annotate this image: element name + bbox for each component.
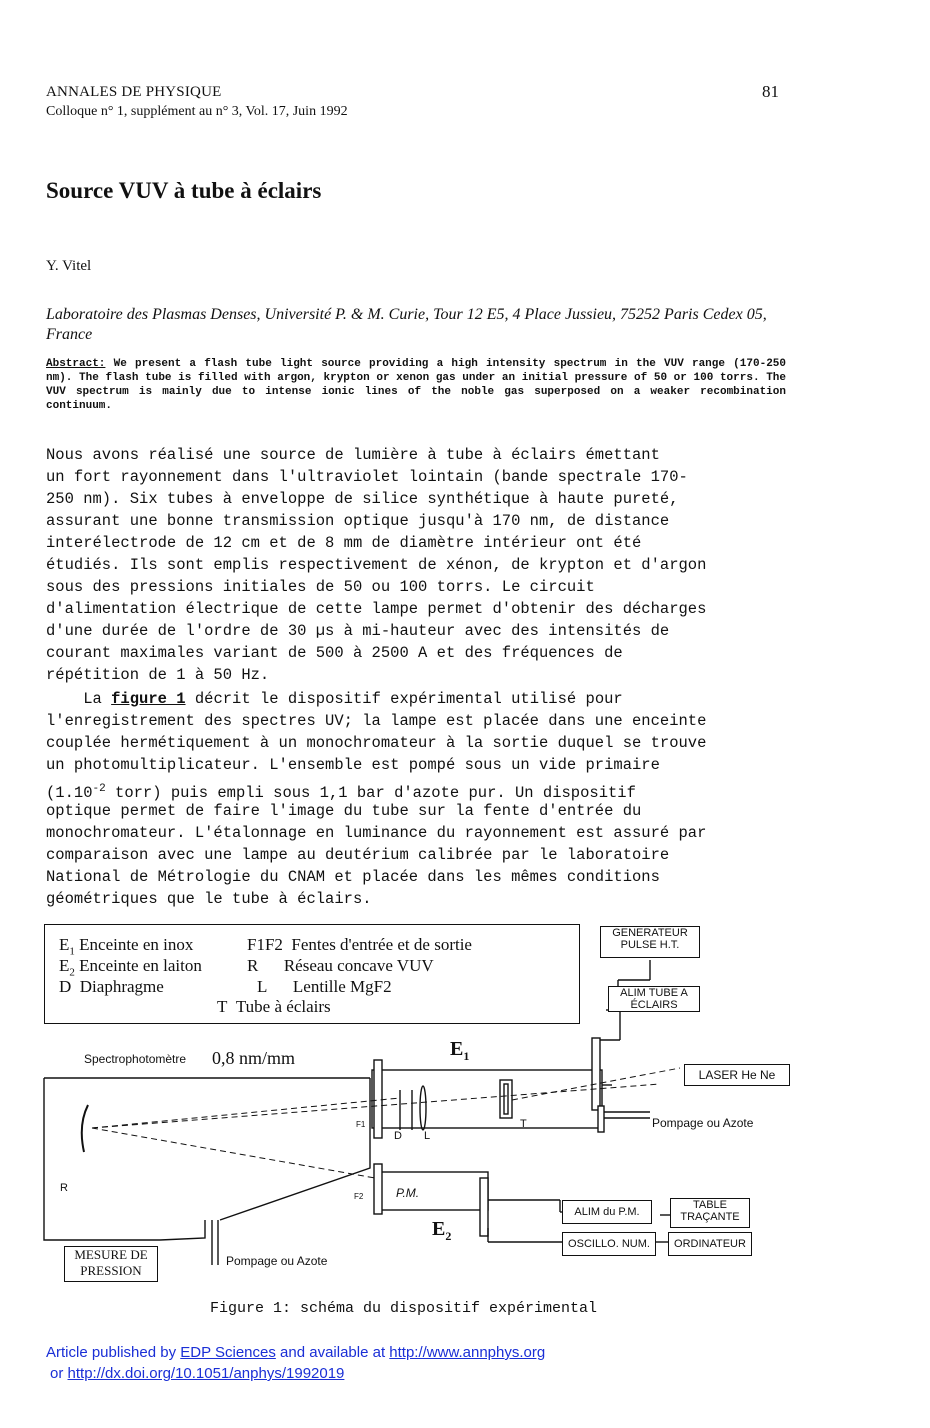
e2-label: $E_2$ <box>432 1218 452 1243</box>
issue-info: Colloque n° 1, supplément au n° 3, Vol. 17, Juin 1992 <box>46 104 348 119</box>
d-label: D <box>394 1130 402 1142</box>
doi-link[interactable]: http://dx.doi.org/10.1051/anphys/1992019 <box>67 1365 345 1382</box>
box-laser: LASER He Ne <box>684 1064 790 1086</box>
paper-title: Source VUV à tube à éclairs <box>46 178 322 203</box>
body-line: monochromateur. L'étalonnage en luminance du rayonnement est assuré par <box>46 824 707 842</box>
box-alim-pm: ALIM du P.M. <box>562 1200 652 1224</box>
pompage-label-2: Pompage ou Azote <box>226 1254 328 1268</box>
figure-1-link[interactable]: figure 1 <box>111 690 186 708</box>
footer-line-2: or http://dx.doi.org/10.1051/anphys/1992019 <box>50 1365 345 1382</box>
box-mesure: MESURE DE PRESSION <box>64 1246 158 1282</box>
body-line: ($1.10^{-2}$ torr) puis empli sous 1,1 bar d'azote pur. Un dispositif <box>46 783 636 803</box>
pm-label: P.M. <box>396 1186 420 1200</box>
legend-f: F1F2 Fentes d'entrée et de sortie <box>247 935 472 954</box>
r-label: R <box>60 1182 68 1194</box>
body-line: géométriques que le tube à éclairs. <box>46 890 372 908</box>
l-label: L <box>424 1130 431 1142</box>
box-ordinateur: ORDINATEUR <box>668 1232 752 1256</box>
legend-e1: $E_1$ Enceinte en inox <box>59 935 194 958</box>
body-line: interélectrode de 12 cm et de 8 mm de diamètre intérieur ont été <box>46 534 642 552</box>
body-line: courant maximales variant de 500 à 2500 A et des fréquences de <box>46 644 623 662</box>
body-line: l'enregistrement des spectres UV; la lampe est placée dans une enceinte <box>46 712 707 730</box>
body-line: 250 nm). Six tubes à enveloppe de silice synthétique à haute pureté, <box>46 490 679 508</box>
journal-name: ANNALES DE PHYSIQUE <box>46 84 222 100</box>
author: Y. Vitel <box>46 258 92 274</box>
box-generateur: GENERATEUR PULSE H.T. <box>600 926 700 958</box>
box-alim-tube: ALIM TUBE A ÉCLAIRS <box>608 986 700 1012</box>
body-line: Nous avons réalisé une source de lumière à tube à éclairs émettant <box>46 446 660 464</box>
f2-label: F2 <box>354 1192 364 1201</box>
resolution-label: 0,8 nm/mm <box>212 1048 296 1068</box>
box-table: TABLE TRAÇANTE <box>670 1198 750 1228</box>
body-line: d'alimentation électrique de cette lampe permet d'obtenir des décharges <box>46 600 707 618</box>
body-line: couplée hermétiquement à un monochromateur à la sortie duquel se trouve <box>46 734 707 752</box>
body-line: d'une durée de l'ordre de 30 µs à mi-hauteur avec des intensités de <box>46 622 670 640</box>
body-line: sous des pressions initiales de 50 ou 100 torrs. Le circuit <box>46 578 595 596</box>
body-line: optique permet de faire l'image du tube sur la fente d'entrée du <box>46 802 642 820</box>
body-line: comparaison avec une lampe au deutérium calibrée par le laboratoire <box>46 846 670 864</box>
abstract-text: We present a flash tube light source providing a high intensity spectrum in the VUV range (170-250 nm). The flash tube is filled with argon, krypton or xenon gas under an initial pressure of 50 or 100 torrs. The VUV spectrum is mainly due to intense ionic lines of the noble gas superposed on a weaker recombination continuum. <box>46 358 786 412</box>
legend-r: R Réseau concave VUV <box>247 956 434 975</box>
abstract <box>46 357 786 413</box>
legend-l: L Lentille MgF2 <box>257 977 392 996</box>
figure-caption: Figure 1: schéma du dispositif expérimental <box>210 1300 598 1317</box>
abstract-label: Abstract: <box>46 358 106 370</box>
footer-line-1: Article published by EDP Sciences and available at http://www.annphys.org <box>46 1344 546 1361</box>
e1-label: $E_1$ <box>450 1038 470 1063</box>
publisher-link[interactable]: EDP Sciences <box>180 1344 276 1361</box>
legend-t: T Tube à éclairs <box>217 997 331 1016</box>
legend-e2: $E_2$ Enceinte en laiton <box>59 956 202 979</box>
legend-box <box>44 924 580 1024</box>
body-line: National de Métrologie du CNAM et placée dans les mêmes conditions <box>46 868 660 886</box>
body-line: un photomultiplicateur. L'ensemble est pompé sous un vide primaire <box>46 756 660 774</box>
affiliation: Laboratoire des Plasmas Denses, Université P. & M. Curie, Tour 12 E5, 4 Place Jussieu, 75252 Paris Cedex 05, France <box>46 306 767 343</box>
f1-label: F1 <box>356 1120 366 1129</box>
body-line: assurant une bonne transmission optique jusqu'à 170 nm, de distance <box>46 512 670 530</box>
spectro-label: Spectrophotomètre <box>84 1052 187 1066</box>
pompage-label-1: Pompage ou Azote <box>652 1116 754 1130</box>
t-label: T <box>520 1118 527 1130</box>
journal-url-link[interactable]: http://www.annphys.org <box>389 1344 546 1361</box>
body-line: un fort rayonnement dans l'ultraviolet lointain (bande spectrale 170- <box>46 468 688 486</box>
box-oscillo: OSCILLO. NUM. <box>562 1232 656 1256</box>
body-line: La figure 1 décrit le dispositif expérimental utilisé pour <box>46 690 623 708</box>
body-line: répétition de 1 à 50 Hz. <box>46 666 270 684</box>
page-number: 81 <box>762 82 779 101</box>
body-line: étudiés. Ils sont emplis respectivement de xénon, de krypton et d'argon <box>46 556 707 574</box>
figure-1 <box>40 920 800 1290</box>
legend-d: D Diaphragme <box>59 977 164 996</box>
